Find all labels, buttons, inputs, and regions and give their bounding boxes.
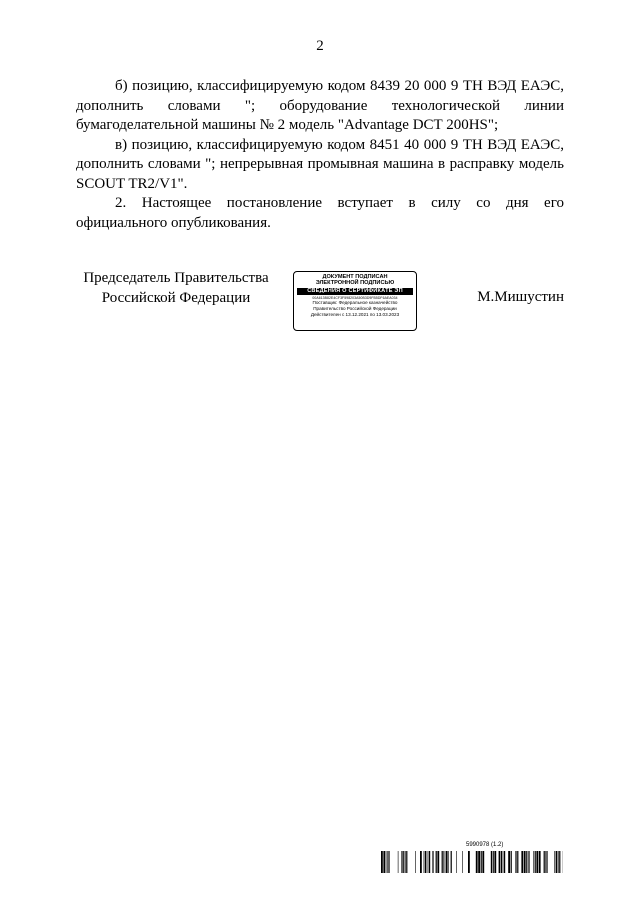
barcode-bar (429, 851, 430, 873)
barcode-bar (511, 851, 512, 873)
barcode-bar (476, 851, 478, 873)
stamp-certificate-header: СВЕДЕНИЯ О СЕРТИФИКАТЕ ЭП (297, 288, 413, 295)
barcode-bar (494, 851, 496, 873)
paragraph-b: б) позицию, классифицируемую кодом 8439 20 000 9 ТН ВЭД ЕАЭС, дополнить словами "; оборудование технологической линии бумагоделательной машины № 2 модель "Advantage DCT 200HS"; (76, 78, 564, 133)
barcode-bar (427, 851, 428, 873)
barcode-bar (415, 851, 416, 873)
barcode-bar (539, 851, 541, 873)
barcode-bar (403, 851, 404, 873)
barcode-bar (437, 851, 439, 873)
barcode-bar (388, 851, 389, 873)
barcode-bar (491, 851, 492, 873)
barcode-bar (504, 851, 505, 873)
barcode-bar (517, 851, 518, 873)
barcode-bar (535, 851, 536, 873)
barcode-bar (556, 851, 558, 873)
document-code: 5990978 (1.2) (466, 842, 504, 848)
paragraph-v: в) позицию, классифицируемую кодом 8451 40 000 9 ТН ВЭД ЕАЭС, дополнить словами "; непрерывная промывная машина в расправку модель SCOUT TR2/V1". (76, 136, 564, 192)
barcode-bar (468, 851, 470, 873)
barcode-bar (501, 851, 502, 873)
barcode-bar (529, 851, 530, 873)
barcode-bar (521, 851, 523, 873)
barcode-bar (425, 851, 426, 873)
barcode-bar (478, 851, 480, 873)
stamp-issuer-line2: Правительство Российской Федерации (313, 305, 397, 311)
barcode-bar (456, 851, 457, 873)
barcode-bar (398, 851, 399, 873)
barcode-bar (443, 851, 444, 873)
page-number: 2 (316, 38, 324, 54)
barcode-bar (432, 851, 433, 873)
barcode-bar (536, 851, 538, 873)
barcode-bar (547, 851, 548, 873)
barcode-bar (445, 851, 446, 873)
barcode-bar (482, 851, 484, 873)
signer-position (76, 269, 276, 308)
barcode-bar (544, 851, 545, 873)
barcode-bar (499, 851, 501, 873)
barcode-bar (405, 851, 406, 873)
stamp-issuer-line1: Поставщик: Федеральное казначейство (312, 300, 398, 306)
barcode-bar (481, 851, 482, 873)
barcode-bar (493, 851, 494, 873)
signature-block (76, 269, 564, 339)
barcode-bar (436, 851, 437, 873)
barcode-bar (528, 851, 529, 873)
barcode-bar (389, 851, 390, 873)
barcode-bar (451, 851, 452, 873)
signer-position-line2: Российской Федерации (101, 289, 251, 306)
barcode-bar (524, 851, 526, 873)
barcode-bar (446, 851, 448, 873)
stamp-title-line2: ЭЛЕКТРОННОЙ ПОДПИСЬЮ (315, 280, 395, 287)
stamp-title-line1: ДОКУМЕНТ ПОДПИСАН (322, 274, 388, 280)
barcode-bar (515, 851, 516, 873)
barcode-bar (545, 851, 546, 873)
signer-name: М.Мишустин (477, 289, 564, 305)
barcode-bar (508, 851, 510, 873)
barcode-bar (526, 851, 527, 873)
barcode-image (381, 851, 563, 873)
stamp-validity: Действителен с 13.12.2021 по 13.03.2023 (310, 311, 400, 317)
barcode-bar (442, 851, 443, 873)
barcode-bar (462, 851, 463, 873)
barcode-bar (383, 851, 385, 873)
barcode-bar (533, 851, 534, 873)
barcode-bar (424, 851, 425, 873)
barcode-bar (386, 851, 387, 873)
barcode-bar (554, 851, 555, 873)
barcode-bar (401, 851, 402, 873)
barcode-bar (387, 851, 388, 873)
barcode-bar (559, 851, 560, 873)
barcode-bar (420, 851, 422, 873)
barcode-bar (433, 851, 434, 873)
stamp-serial: 00A613B82E4CF3F598203A50B3D9FB5DF6AEA034 (312, 295, 398, 300)
barcode-bar (381, 851, 383, 873)
barcode-bar (428, 851, 429, 873)
barcode-bar (406, 851, 407, 873)
signer-position-line1: Председатель Правительства (83, 270, 269, 286)
paragraph-2: 2. Настоящее постановление вступает в силу со дня его официального опубликования. (76, 195, 564, 231)
electronic-signature-stamp (293, 271, 417, 331)
document-body (76, 77, 564, 233)
barcode-bar (448, 851, 449, 873)
barcode-bar (558, 851, 559, 873)
barcode-bar (503, 851, 504, 873)
